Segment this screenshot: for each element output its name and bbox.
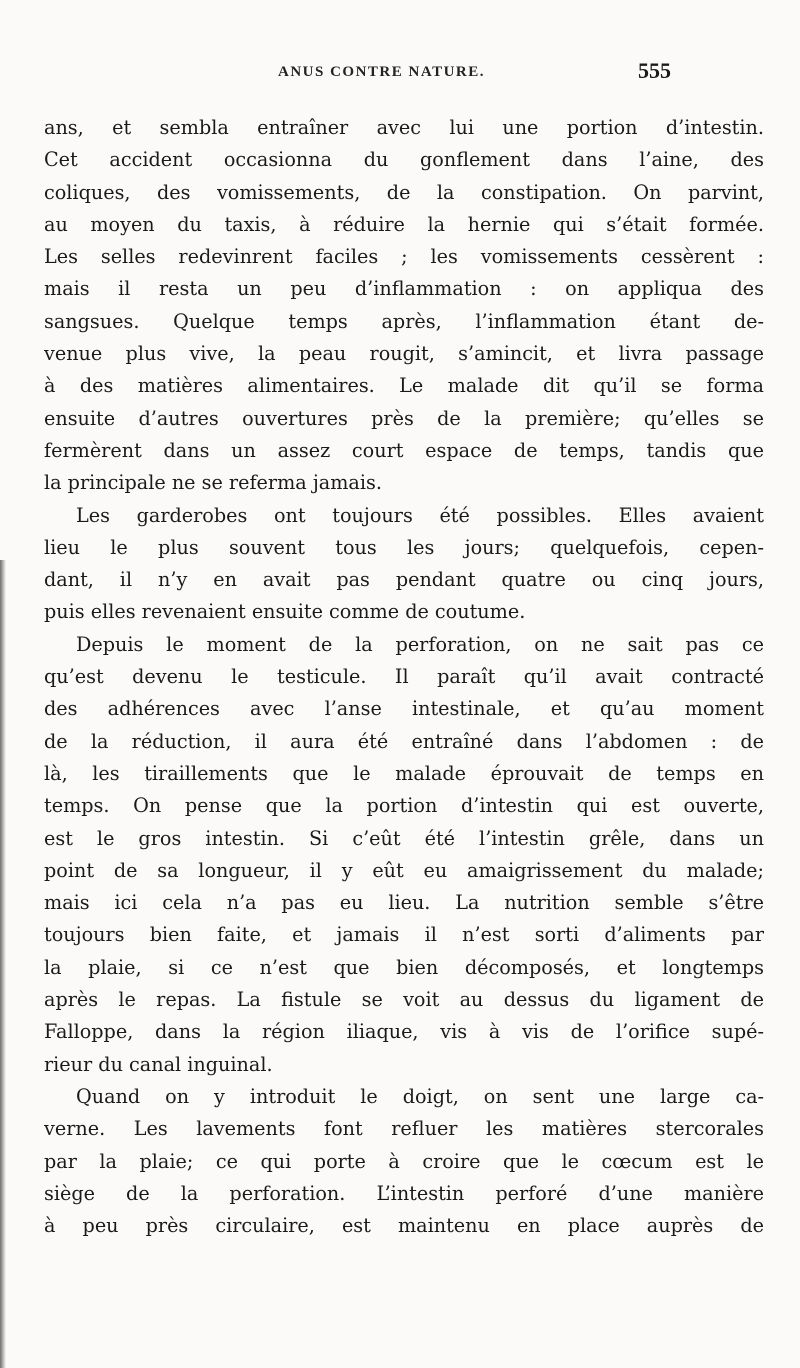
text-line: Depuis le moment de la perforation, on ne sait pas ce <box>76 632 764 656</box>
text-line: des adhérences avec l’anse intestinale, et qu’au moment <box>44 697 764 721</box>
text-line: la principale ne se referma jamais. <box>44 471 382 495</box>
text-line: mais ici cela n’a pas eu lieu. La nutrition semble s’être <box>44 891 764 915</box>
text-line: Falloppe, dans la région iliaque, vis à vis de l’orifice supé- <box>44 1020 764 1044</box>
text-line: Quand on y introduit le doigt, on sent une large ca- <box>76 1084 764 1108</box>
text-line: par la plaie; ce qui porte à croire que le cœcum est le <box>44 1149 764 1173</box>
text-line: temps. On pense que la portion d’intestin qui est ouverte, <box>44 794 764 818</box>
text-line: dant, il n’y en avait pas pendant quatre ou cinq jours, <box>44 568 764 592</box>
text-line: puis elles revenaient ensuite comme de coutume. <box>44 600 526 624</box>
text-line: rieur du canal inguinal. <box>44 1052 273 1076</box>
body-text <box>44 112 764 1242</box>
text-line: siège de la perforation. L’intestin perforé d’une manière <box>44 1181 764 1205</box>
text-line: là, les tiraillements que le malade éprouvait de temps en <box>44 761 764 785</box>
text-line: mais il resta un peu d’inflammation : on appliqua des <box>44 277 764 301</box>
running-title: ANUS CONTRE NATURE. <box>278 64 485 80</box>
text-line: verne. Les lavements font refluer les matières stercorales <box>44 1117 764 1141</box>
running-head <box>0 58 800 92</box>
text-line: Les selles redevinrent faciles ; les vomissements cessèrent : <box>44 245 764 269</box>
text-line: est le gros intestin. Si c’eût été l’intestin grêle, dans un <box>44 826 764 850</box>
text-line: ans, et sembla entraîner avec lui une portion d’intestin. <box>44 116 764 139</box>
text-line: ensuite d’autres ouvertures près de la première; qu’elles se <box>44 406 764 430</box>
text-line: la plaie, si ce n’est que bien décomposés, et longtemps <box>44 955 764 979</box>
text-line: à des matières alimentaires. Le malade dit qu’il se forma <box>44 374 764 398</box>
page-gutter-shadow <box>0 560 6 1368</box>
text-line: lieu le plus souvent tous les jours; quelquefois, cepen- <box>44 535 764 559</box>
text-line: sangsues. Quelque temps après, l’inflammation étant de- <box>44 309 764 333</box>
text-line: après le repas. La fistule se voit au dessus du ligament de <box>44 988 764 1012</box>
text-line: coliques, des vomissements, de la constipation. On parvint, <box>44 180 764 204</box>
text-line: Cet accident occasionna du gonflement dans l’aine, des <box>44 148 764 172</box>
text-line: de la réduction, il aura été entraîné dans l’abdomen : de <box>44 729 764 753</box>
text-line: à peu près circulaire, est maintenu en place auprès de <box>44 1214 764 1238</box>
text-line: Les garderobes ont toujours été possibles. Elles avaient <box>76 503 764 527</box>
text-line: venue plus vive, la peau rougit, s’amincit, et livra passage <box>44 342 764 366</box>
page-number: 555 <box>638 58 671 83</box>
text-line: au moyen du taxis, à réduire la hernie qui s’était formée. <box>44 212 764 236</box>
text-line: qu’est devenu le testicule. Il paraît qu’il avait contracté <box>44 665 764 689</box>
text-line: toujours bien faite, et jamais il n’est sorti d’aliments par <box>44 923 764 947</box>
text-line: fermèrent dans un assez court espace de temps, tandis que <box>44 438 764 462</box>
text-line: point de sa longueur, il y eût eu amaigrissement du malade; <box>44 858 764 882</box>
